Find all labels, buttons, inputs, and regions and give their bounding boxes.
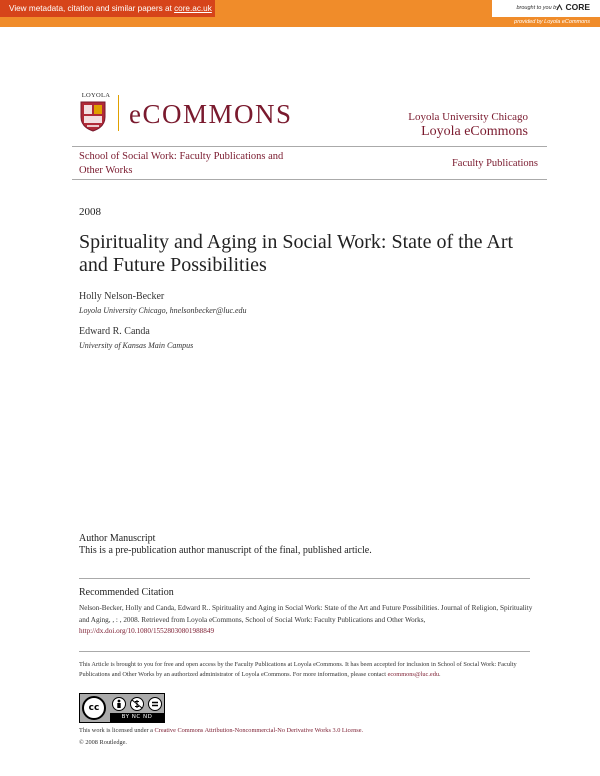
core-link[interactable]: core.ac.uk: [174, 4, 212, 13]
cc-terms: BY NC ND: [110, 713, 164, 722]
author-affiliation: Loyola University Chicago, hnelsonbecker@luc.edu: [79, 306, 247, 315]
notice-text: This Article is brought to you for free and open access by the Faculty Publications at Loyola eCommons. It has been accepted for inclusion in School of Social Work: Faculty Publications and Other Works by an authorized administrator of Loyola eCommons. For more information, please contact: [79, 661, 517, 678]
core-logo-text: CORE: [565, 2, 590, 12]
university-block: [408, 111, 528, 140]
citation-text: [79, 603, 534, 638]
citation-label: Recommended Citation: [79, 587, 174, 598]
publication-year: 2008: [79, 206, 101, 218]
core-metadata-text: View metadata, citation and similar papers at: [9, 4, 175, 13]
cc-license-badge[interactable]: [79, 693, 165, 723]
core-metadata-link[interactable]: [0, 0, 215, 17]
cc-icon: cc: [82, 696, 106, 720]
manuscript-text: This is a pre-publication author manuscript of the final, published article.: [79, 545, 372, 556]
copyright: © 2008 Routledge.: [79, 739, 127, 746]
doi-link[interactable]: http://dx.doi.org/10.1080/15528030801988849: [79, 627, 215, 635]
provided-by-text: provided by Loyola eCommons: [514, 19, 590, 25]
seal-text: LOYOLA: [81, 92, 111, 99]
loyola-seal: [79, 92, 113, 134]
manuscript-label: Author Manuscript: [79, 533, 156, 544]
university-name[interactable]: Loyola University Chicago: [408, 111, 528, 123]
header-divider: [118, 95, 119, 131]
citation-body: Nelson-Becker, Holly and Canda, Edward R.. Spirituality and Aging in Social Work: State of the Art and Future Possibilities. Journal of Religion, Spirituality and Aging, , : , 2008. Retrieved from Loyola eCommons, School of Social Work: Faculty Publications and Other Works,: [79, 604, 533, 624]
core-logo[interactable]: [556, 2, 590, 12]
author-email[interactable]: hnelsonbecker@luc.edu: [169, 306, 247, 315]
author-affiliation: University of Kansas Main Campus: [79, 341, 194, 350]
brought-by-text: brought to you by: [516, 5, 559, 11]
series-link[interactable]: School of Social Work: Faculty Publications and Other Works: [79, 151, 284, 176]
access-notice: This Article is brought to you for free and open access by the Faculty Publications at Loyola eCommons. It has been accepted for inclusion in School of Social Work: Faculty Publications and Other Works by an authorized administrator of Loyola eCommons. For more information, please contact ecommons@luc.edu.: [79, 661, 517, 678]
license-prefix: This work is licensed under a: [79, 727, 155, 734]
cc-by-nc-nd-icons: [110, 696, 164, 712]
core-logo-icon: [556, 4, 563, 11]
divider: [79, 651, 530, 652]
license-line: [79, 727, 363, 734]
divider: [79, 578, 530, 579]
shield-icon: [79, 100, 107, 132]
ecommons-logo[interactable]: eCOMMONS: [129, 99, 293, 129]
author-name: Holly Nelson-Becker: [79, 291, 165, 302]
license-link[interactable]: Creative Commons Attribution-Noncommercial-No Derivative Works 3.0 License.: [154, 727, 364, 734]
repository-name[interactable]: Loyola eCommons: [421, 124, 528, 139]
category-link[interactable]: Faculty Publications: [451, 158, 538, 169]
article-title: Spirituality and Aging in Social Work: State of the Art and Future Possibilities: [79, 231, 514, 276]
contact-email-link[interactable]: ecommons@luc.edu: [387, 671, 440, 678]
author-name: Edward R. Canda: [79, 326, 150, 337]
affiliation-text: Loyola University Chicago: [79, 306, 166, 315]
